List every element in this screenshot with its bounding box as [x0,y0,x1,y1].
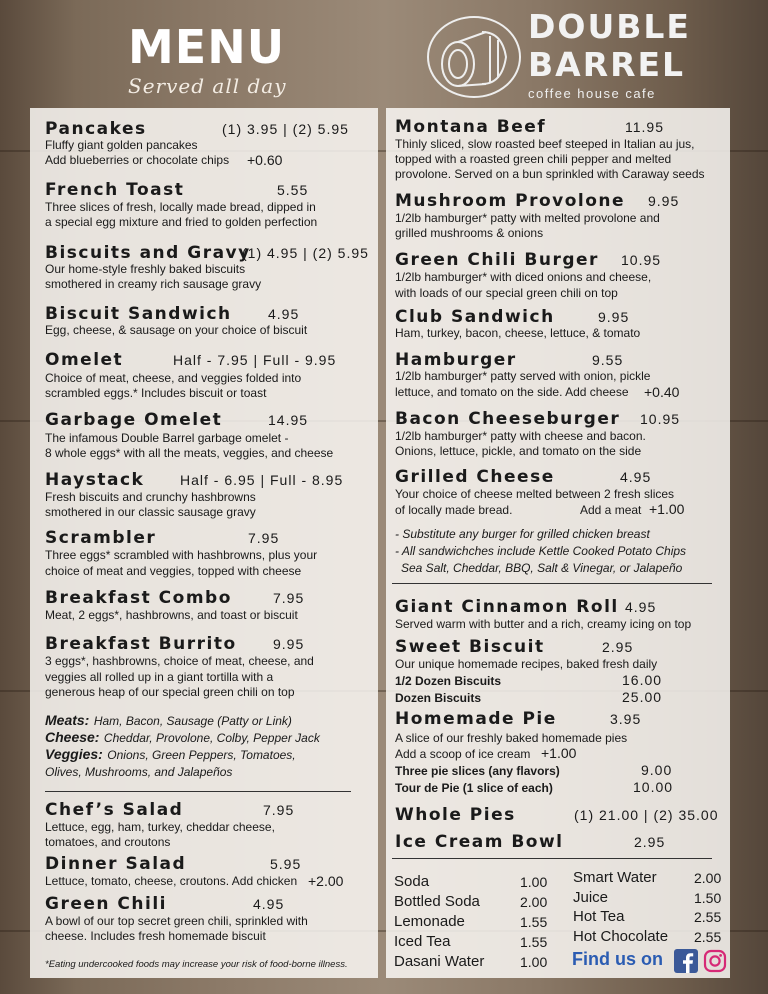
sub-item-label: 1/2 Dozen Biscuits [395,674,502,688]
item-price: 2.95 [634,834,666,850]
item-title: Breakfast Combo [45,588,232,608]
veggies-list: Onions, Green Peppers, Tomatoes, [107,748,296,762]
item-desc: Onions, lettuce, pickle, and tomato on the side [395,444,642,458]
item-price: 9.55 [592,352,624,368]
beverage-price: 2.00 [694,870,722,886]
item-title: Giant Cinnamon Roll [395,597,619,617]
food-safety-footnote: *Eating undercooked foods may increase your risk of food-borne illness. [45,959,348,970]
item-desc: topped with a roasted green chili pepper and melted [395,152,672,166]
item-desc: generous heap of our special green chili on top [45,685,295,699]
item-title: Garbage Omelet [45,410,223,430]
item-desc: with loads of our special green chili on top [395,286,618,300]
item-desc: Add a scoop of ice cream [395,747,531,761]
item-price: 5.95 [270,856,302,872]
item-desc: scrambled eggs.* Includes biscuit or toast [45,386,267,400]
item-title: French Toast [45,180,185,200]
beverage-name: Hot Chocolate [573,928,669,945]
cheese-list: Cheddar, Provolone, Colby, Pepper Jack [103,731,320,745]
find-us-label: Find us on [572,949,663,969]
item-title: Bacon Cheeseburger [395,409,621,429]
item-title: Sweet Biscuit [395,637,545,657]
note-chip-flavors: Sea Salt, Cheddar, BBQ, Salt & Vinegar, or Jalapeño [401,561,683,575]
beverage-price: 1.55 [520,914,548,930]
veggies-list-cont: Olives, Mushrooms, and Jalapeños [45,765,233,779]
note-substitute: - Substitute any burger for grilled chicken breast [395,527,650,541]
item-desc: Add a meat [580,503,642,517]
item-desc: 1/2lb hamburger* with diced onions and cheese, [395,270,652,284]
item-title: Biscuit Sandwich [45,304,232,324]
beverage-name: Soda [394,873,430,890]
beverage-price: 1.00 [520,954,548,970]
item-desc: The infamous Double Barrel garbage omelet - [45,431,289,445]
logo-line-2: BARREL [528,45,686,84]
beverage-name: Bottled Soda [394,893,480,910]
beverage-price: 1.50 [694,890,722,906]
item-title: Mushroom Provolone [395,191,626,211]
item-title: Ice Cream Bowl [395,832,564,852]
item-desc: provolone. Served on a bun sprinkled with Caraway seeds [395,167,705,181]
item-price: 4.95 [625,599,657,615]
item-price: 2.95 [602,639,634,655]
beverage-name: Iced Tea [394,933,451,950]
item-title: Scrambler [45,528,157,548]
item-price: 5.55 [277,182,309,198]
item-desc: 8 whole eggs* with all the meats, veggies, and cheese [45,446,334,460]
sub-item-price: 25.00 [622,689,663,705]
beverage-price: 1.55 [520,934,548,950]
item-addon-price: +0.60 [247,152,283,168]
beverage-name: Smart Water [573,869,657,886]
item-title: Pancakes [45,119,147,139]
item-price: 4.95 [620,469,652,485]
item-desc: Your choice of cheese melted between 2 fresh slices [395,487,675,501]
item-title: Grilled Cheese [395,467,555,487]
item-title: Haystack [45,470,145,490]
item-price: 4.95 [253,896,285,912]
item-desc: Fluffy giant golden pancakes [45,138,198,152]
sub-item-price: 10.00 [633,779,674,795]
beverage-name: Lemonade [394,913,465,930]
instagram-icon[interactable] [703,949,727,973]
item-desc: choice of meat and veggies, topped with cheese [45,564,302,578]
item-desc: Our unique homemade recipes, baked fresh daily [395,657,658,671]
item-desc: Our home-style freshly baked biscuits [45,262,246,276]
divider [392,858,712,859]
beverage-price: 2.00 [520,894,548,910]
item-title: Chef’s Salad [45,800,184,820]
item-desc: Fresh biscuits and crunchy hashbrowns [45,490,256,504]
item-price: Half - 6.95 | Full - 8.95 [180,472,344,488]
item-price: 7.95 [263,802,295,818]
item-desc: 3 eggs*, hashbrowns, choice of meat, cheese, and [45,654,314,668]
item-desc: Served warm with butter and a rich, creamy icing on top [395,617,692,631]
item-desc: cheese. Includes fresh homemade biscuit [45,929,266,943]
item-desc: smothered in creamy rich sausage gravy [45,277,262,291]
item-desc: tomatoes, and croutons [45,835,171,849]
divider [45,791,351,792]
meats-label: Meats: [45,712,90,728]
beverage-name: Juice [573,889,609,906]
item-desc: lettuce, and tomato on the side. Add cheese [395,385,629,399]
item-desc: A bowl of our top secret green chili, sprinkled with [45,914,308,928]
logo-tagline: coffee house cafe [528,86,656,101]
item-desc: Ham, turkey, bacon, cheese, lettuce, & tomato [395,326,641,340]
item-addon-price: +1.00 [541,745,577,761]
served-all-day-subtitle: Served all day [128,74,287,98]
beverage-price: 2.55 [694,929,722,945]
item-desc: Egg, cheese, & sausage on your choice of biscuit [45,323,308,337]
sub-item-label: Dozen Biscuits [395,691,482,705]
item-desc: 1/2lb hamburger* patty with cheese and bacon. [395,429,646,443]
item-title: Biscuits and Gravy [45,243,251,263]
item-title: Green Chili [45,894,167,914]
item-price: (1) 4.95 | (2) 5.95 [242,245,369,261]
item-price: 11.95 [625,119,664,135]
sub-item-label: Tour de Pie (1 slice of each) [395,781,553,795]
item-price: 10.95 [640,411,681,427]
item-desc: grilled mushrooms & onions [395,226,544,240]
item-desc: a special egg mixture and fried to golden perfection [45,215,318,229]
note-chips: - All sandwichches include Kettle Cooked Potato Chips [395,544,687,558]
item-desc: Choice of meat, cheese, and veggies folded into [45,371,302,385]
item-desc: of locally made bread. [395,503,513,517]
divider [392,583,712,584]
item-desc: smothered in our classic sausage gravy [45,505,256,519]
item-desc: Lettuce, egg, ham, turkey, cheddar cheese, [45,820,275,834]
beverage-name: Dasani Water [394,953,485,970]
item-desc: veggies all rolled up in a giant tortilla with a [45,670,274,684]
sub-item-price: 9.00 [641,762,673,778]
item-price: 3.95 [610,711,642,727]
item-title: Green Chili Burger [395,250,599,270]
item-desc: 1/2lb hamburger* patty with melted provolone and [395,211,660,225]
cheese-label: Cheese: [45,729,100,745]
veggies-label: Veggies: [45,746,103,762]
item-addon-price: +0.40 [644,384,680,400]
item-price: (1) 3.95 | (2) 5.95 [222,121,349,137]
item-price: 10.95 [621,252,662,268]
item-price: 7.95 [248,530,280,546]
item-title: Montana Beef [395,117,547,137]
item-price: 9.95 [648,193,680,209]
page-title: MENU [128,20,286,74]
item-price: (1) 21.00 | (2) 35.00 [574,807,719,823]
beverage-price: 1.00 [520,874,548,890]
item-price: 4.95 [268,306,300,322]
item-desc: A slice of our freshly baked homemade pies [395,731,628,745]
barrel-logo-icon [424,12,524,102]
logo-line-1: DOUBLE [528,7,691,46]
item-desc: Add blueberries or chocolate chips [45,153,230,167]
item-desc: 1/2lb hamburger* patty served with onion, pickle [395,369,651,383]
item-price: 7.95 [273,590,305,606]
item-title: Dinner Salad [45,854,187,874]
sub-item-label: Three pie slices (any flavors) [395,764,560,778]
item-title: Omelet [45,350,124,370]
item-addon-price: +2.00 [308,873,344,889]
item-desc: Thinly sliced, slow roasted beef steeped in Italian au jus, [395,137,695,151]
item-price: Half - 7.95 | Full - 9.95 [173,352,337,368]
item-desc: Meat, 2 eggs*, hashbrowns, and toast or biscuit [45,608,298,622]
item-title: Homemade Pie [395,709,557,729]
item-title: Hamburger [395,350,517,370]
item-desc: Three slices of fresh, locally made bread, dipped in [45,200,316,214]
logo [424,8,724,104]
item-price: 9.95 [598,309,630,325]
item-title: Breakfast Burrito [45,634,237,654]
meats-list: Ham, Bacon, Sausage (Patty or Link) [93,714,292,728]
item-price: 14.95 [268,412,309,428]
sub-item-price: 16.00 [622,672,663,688]
item-title: Club Sandwich [395,307,555,327]
beverage-price: 2.55 [694,909,722,925]
item-desc: Three eggs* scrambled with hashbrowns, plus your [45,548,318,562]
item-desc: Lettuce, tomato, cheese, croutons. Add chicken [45,874,298,888]
item-addon-price: +1.00 [649,501,685,517]
item-title: Whole Pies [395,805,516,825]
facebook-icon[interactable] [674,949,698,973]
beverage-name: Hot Tea [573,908,625,925]
item-price: 9.95 [273,636,305,652]
